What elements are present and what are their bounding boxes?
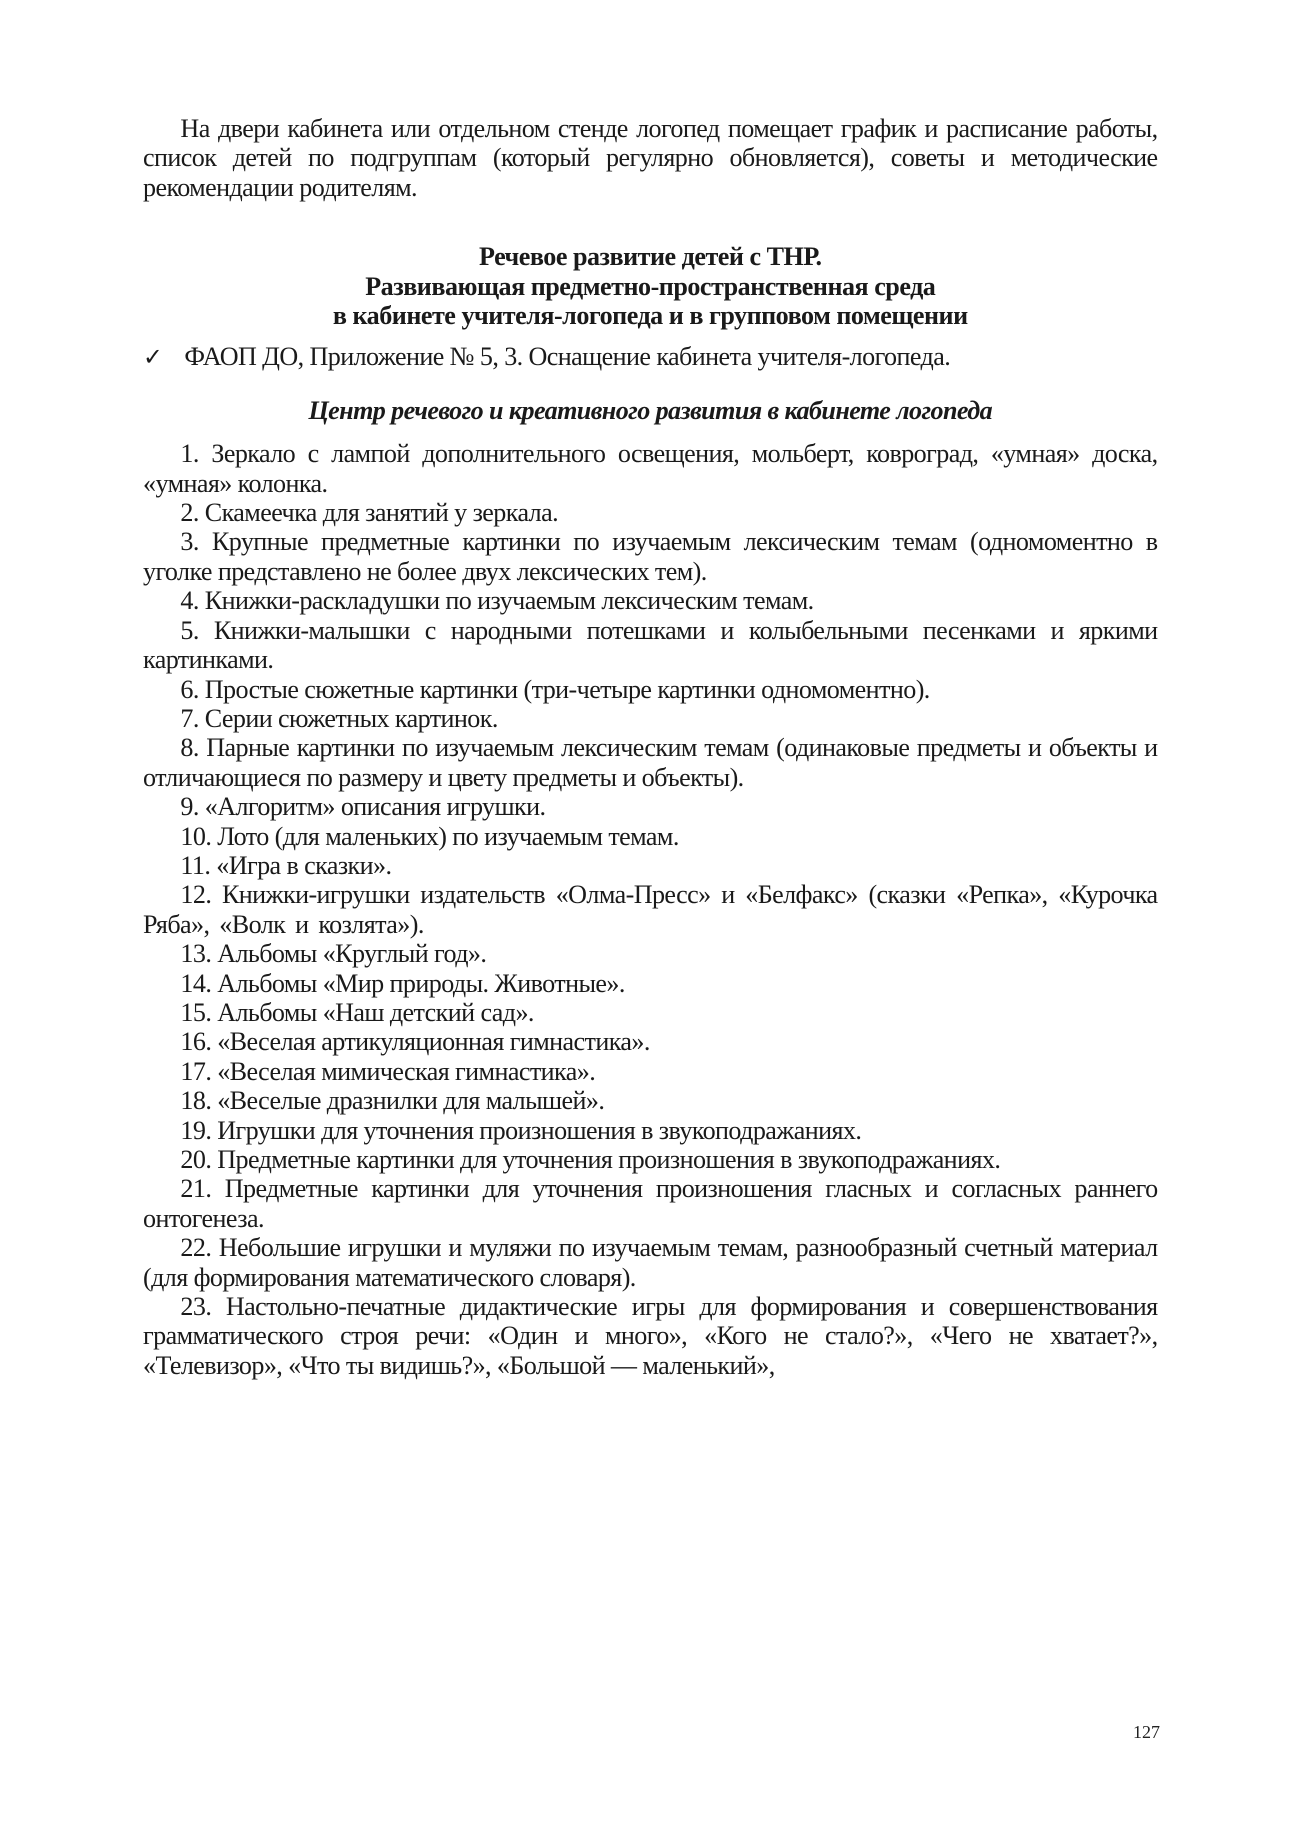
reference-line (143, 342, 1158, 373)
equipment-list (143, 439, 1158, 1380)
list-item: 22. Небольшие игрушки и муляжи по изучаемым темам, разнообразный счетный материал (для формирования математического словаря). (143, 1232, 1158, 1292)
list-item: 2. Скамеечка для занятий у зеркала. (180, 497, 559, 528)
list-item: 13. Альбомы «Круглый год». (180, 938, 487, 969)
page-number: 127 (1133, 1722, 1160, 1742)
list-item: 5. Книжки-малышки с народными потешками и колыбельными песенками и яркими картинками. (143, 614, 1158, 675)
list-item: 1. Зеркало с лампой дополнительного освещения, мольберт, ковроград, «умная» доска, «умная» колонка. (143, 438, 1158, 498)
list-item: 12. Книжки-игрушки издательств «Олма-Пресс» и «Белфакс» (сказки «Репка», «Курочка Ряба», «Волк и козлята»). (143, 879, 1158, 939)
reference-text: ФАОП ДО, Приложение № 5, 3. Оснащение кабинета учителя-логопеда. (184, 341, 951, 372)
section-heading-line-1: Речевое развитие детей с ТНР. (478, 241, 822, 272)
list-item: 19. Игрушки для уточнения произношения в звукоподражаниях. (180, 1114, 862, 1145)
list-item: 17. «Веселая мимическая гимнастика». (180, 1055, 596, 1086)
list-item: 23. Настольно-печатные дидактические игры для формирования и совершенствования грамматического строя речи: «Один и много», «Кого не стало?», «Чего не хватает?», «Телевизор», «Что ты видишь?», «Большой — маленький», (143, 1291, 1158, 1380)
section-heading-line-2: Развивающая предметно-пространственная среда (365, 270, 936, 301)
list-item: 11. «Игра в сказки». (180, 849, 392, 880)
list-item: 16. «Веселая артикуляционная гимнастика». (180, 1026, 650, 1057)
list-item: 6. Простые сюжетные картинки (три-четыре картинки одномоментно). (180, 673, 930, 704)
section-heading-line-3: в кабинете учителя-логопеда и в групповом помещении (332, 300, 968, 331)
list-item: 21. Предметные картинки для уточнения произношения гласных и согласных раннего онтогенеза. (143, 1173, 1158, 1233)
checkmark-icon: ✓ (143, 345, 163, 372)
list-item: 4. Книжки-раскладушки по изучаемым лексическим темам. (180, 585, 814, 616)
document-page (143, 114, 1158, 1380)
list-item: 9. «Алгоритм» описания игрушки. (180, 791, 546, 822)
list-item: 10. Лото (для маленьких) по изучаемым темам. (180, 820, 679, 851)
section-heading (143, 242, 1158, 330)
list-item: 15. Альбомы «Наш детский сад». (180, 996, 534, 1027)
list-item: 8. Парные картинки по изучаемым лексическим темам (одинаковые предметы и объекты и отличающиеся по размеру и цвету предметы и объекты). (143, 732, 1158, 792)
list-item: 3. Крупные предметные картинки по изучаемым лексическим темам (одномоментно в уголке представлено не более двух лексических тем). (143, 526, 1158, 586)
subheading: Центр речевого и креативного развития в кабинете логопеда (308, 394, 993, 425)
list-item: 20. Предметные картинки для уточнения произношения в звукоподражаниях. (180, 1144, 1001, 1174)
list-item: 18. «Веселые дразнилки для малышей». (180, 1085, 605, 1116)
intro-paragraph: На двери кабинета или отдельном стенде логопед помещает график и расписание работы, список детей по подгруппам (который регулярно обновляется), советы и методические рекомендации родителям. (143, 113, 1158, 202)
list-item: 14. Альбомы «Мир природы. Животные». (180, 967, 625, 998)
list-item: 7. Серии сюжетных картинок. (180, 702, 498, 733)
